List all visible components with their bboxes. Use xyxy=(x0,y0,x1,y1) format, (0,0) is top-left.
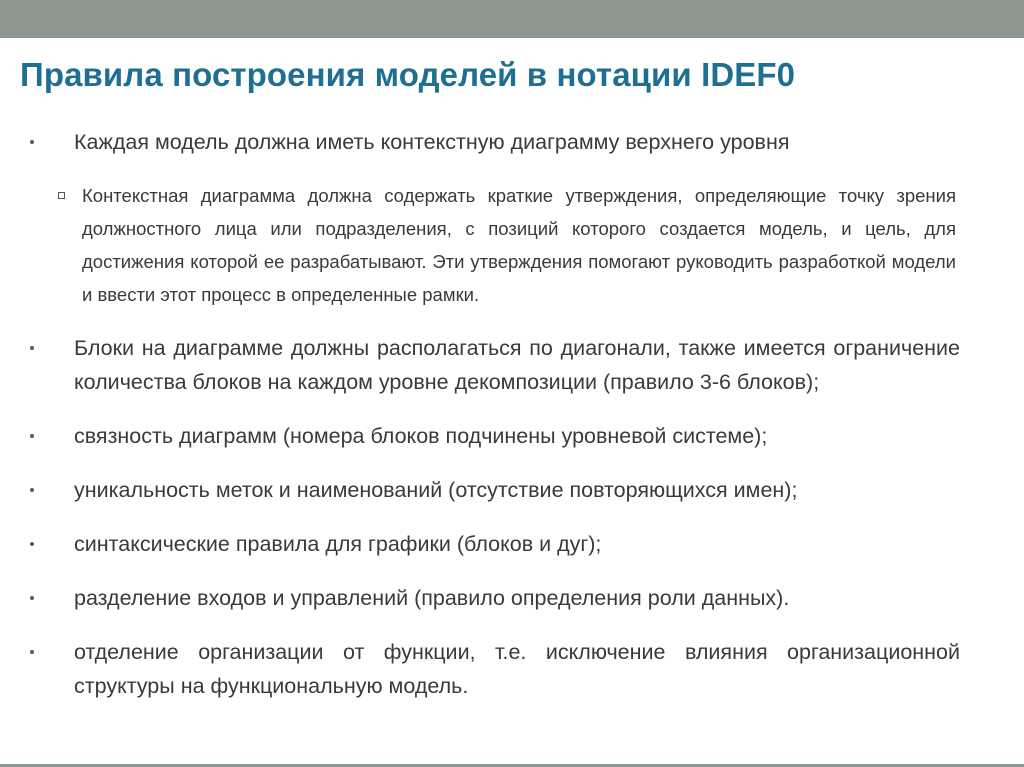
list-item-text: Блоки на диаграмме должны располагаться по диагонали, также имеется ограничение количества блоков на каждом уровне декомпозиции (правило 3-6 блоков); xyxy=(74,336,960,394)
list-item xyxy=(30,419,960,453)
slide-title: Правила построения моделей в нотации IDEF0 xyxy=(20,56,796,93)
sub-list-item-text: Контекстная диаграмма должна содержать краткие утверждения, определяющие точку зрения должностного лица или подразделения, с позиций которого создается модель, и цель, для достижения которой ее разрабатывают. Эти утверждения помогают руководить разработкой модели и ввести этот процесс в определенные рамки. xyxy=(82,185,956,305)
list-item xyxy=(30,331,960,399)
list-item-text: отделение организации от функции, т.е. исключение влияния организационной структуры на функциональную модель. xyxy=(74,640,960,698)
list-item-text: разделение входов и управлений (правило определения роли данных). xyxy=(74,586,790,610)
bullet-dot-icon xyxy=(30,650,34,654)
list-item xyxy=(30,125,960,159)
list-item xyxy=(30,635,960,703)
sub-list-item xyxy=(30,179,960,311)
list-item-text: уникальность меток и наименований (отсутствие повторяющихся имен); xyxy=(74,478,798,502)
bullet-dot-icon xyxy=(30,488,34,492)
list-item-text: Каждая модель должна иметь контекстную диаграмму верхнего уровня xyxy=(74,130,790,154)
bullet-dot-icon xyxy=(30,346,34,350)
bullet-dot-icon xyxy=(30,596,34,600)
header-bar xyxy=(0,0,1024,38)
bullet-dot-icon xyxy=(30,542,34,546)
bullet-dot-icon xyxy=(30,434,34,438)
list-item-text: связность диаграмм (номера блоков подчинены уровневой системе); xyxy=(74,424,768,448)
bullet-dot-icon xyxy=(30,140,34,144)
list-item xyxy=(30,581,960,615)
list-item-text: синтаксические правила для графики (блоков и дуг); xyxy=(74,532,602,556)
square-bullet-icon xyxy=(58,192,65,199)
list-item xyxy=(30,473,960,507)
bullet-list xyxy=(30,125,960,723)
list-item xyxy=(30,527,960,561)
